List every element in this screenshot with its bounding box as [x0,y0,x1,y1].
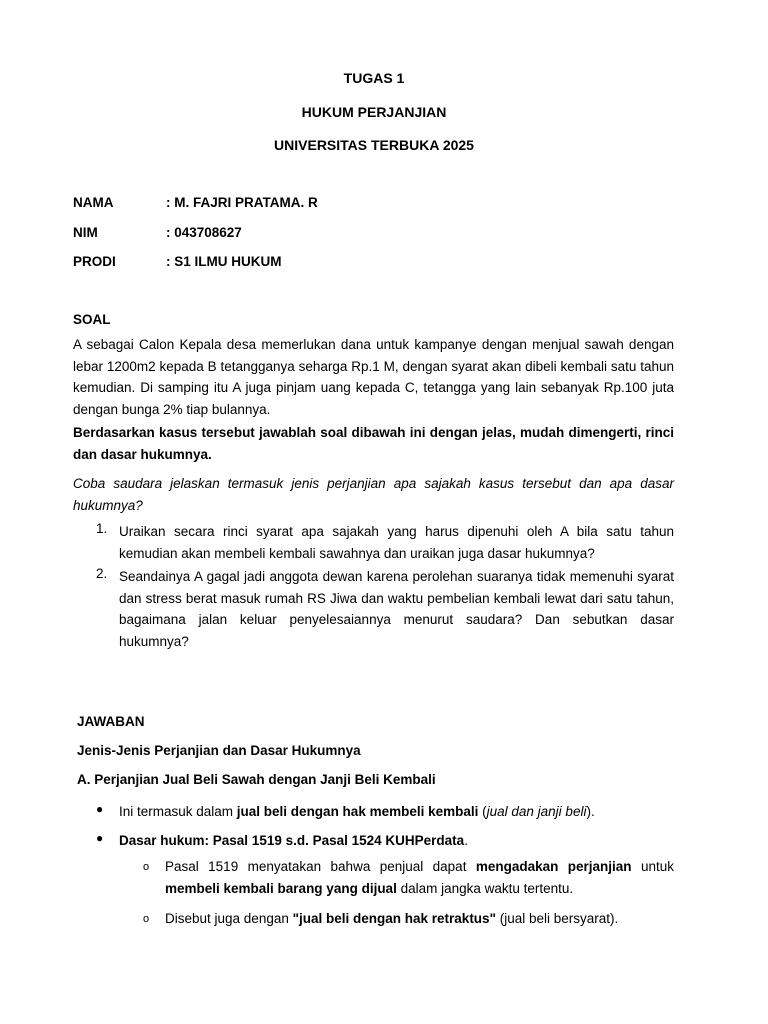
doc-title-course: HUKUM PERJANJIAN [301,104,447,120]
question-number: 2. [96,566,108,581]
soal-instruction: Berdasarkan kasus tersebut jawablah soal dibawah ini dengan jelas, mudah dimengerti, rinci dan dasar hukumnya. [73,425,674,462]
sub-bullet-bold-text: membeli kembali barang yang dijual [165,880,397,896]
soal-paragraph: A sebagai Calon Kepala desa memerlukan dana untuk kampanye dengan menjual sawah dengan lebar 1200m2 kepada B tetangganya seharga Rp.1 M, dengan syarat akan dibeli kembali satu tahun kemudian. Di samping itu A juga pinjam uang kepada C, tetangga yang lain sebanyak Rp.100 juta dengan bunga 2% tiap bulannya. [73,337,674,417]
info-value-prodi: : S1 ILMU HUKUM [166,254,282,269]
section-a-heading: A. Perjanjian Jual Beli Sawah dengan Janji Beli Kembali [77,772,436,787]
bullet-item [119,801,674,823]
sub-bullet-text: dalam jangka waktu tertentu. [396,880,574,896]
bullet-icon: ● [96,831,104,845]
question-intro: Coba saudara jelaskan termasuk jenis perjanjian apa sajakah kasus tersebut dan apa dasar hukumnya? [73,476,674,513]
doc-title-tugas: TUGAS 1 [343,70,405,86]
soal-heading: SOAL [73,312,111,327]
bullet-item [119,830,674,852]
info-label-nim: NIM [73,225,98,240]
bullet-bold-text: jual beli dengan hak membeli kembali [236,804,479,819]
bullet-italic-text: jual dan janji beli [486,804,587,819]
bullet-text: . [464,833,468,848]
sub-bullet-text: (jual beli bersyarat). [495,911,619,926]
sub-bullet-text: Disebut juga dengan [165,911,293,926]
sub-bullet-text: untuk [631,859,674,874]
bullet-icon: ● [96,802,104,816]
sub-bullet-icon: o [143,861,150,873]
question-text: Uraikan secara rinci syarat apa sajakah yang harus dipenuhi oleh A bila satu tahun kemudian akan membeli kembali sawahnya dan uraikan juga dasar hukumnya? [119,524,674,561]
jawaban-heading: JAWABAN [77,714,145,729]
doc-title-university: UNIVERSITAS TERBUKA 2025 [274,137,474,153]
jawaban-subheading: Jenis-Jenis Perjanjian dan Dasar Hukumnya [77,743,361,758]
bullet-text: ). [586,804,595,819]
question-text: Seandainya A gagal jadi anggota dewan karena perolehan suaranya tidak memenuhi syarat dan stress berat masuk rumah RS Jiwa dan waktu pembelian kembali lewat dari satu tahun, bagaimana jalan keluar penyelesaiannya menurut saudara? Dan sebutkan dasar hukumnya? [119,569,674,649]
dasar-hukum-text: Dasar hukum: Pasal 1519 s.d. Pasal 1524 KUHPerdata [119,833,465,848]
bullet-text: ( [478,804,487,819]
sub-bullet-item [165,908,674,930]
info-value-nama: : M. FAJRI PRATAMA. R [166,195,318,210]
sub-bullet-text: Pasal 1519 menyatakan bahwa penjual dapat [165,859,476,874]
info-label-nama: NAMA [73,195,114,210]
question-number: 1. [96,521,108,536]
sub-bullet-item [165,856,674,899]
info-label-prodi: PRODI [73,254,116,269]
sub-bullet-icon: o [143,913,150,925]
info-value-nim: : 043708627 [166,225,242,240]
sub-bullet-bold-text: mengadakan perjanjian [475,859,632,874]
bullet-text: Ini termasuk dalam [119,804,237,819]
sub-bullet-bold-text: "jual beli dengan hak retraktus" [292,911,496,926]
